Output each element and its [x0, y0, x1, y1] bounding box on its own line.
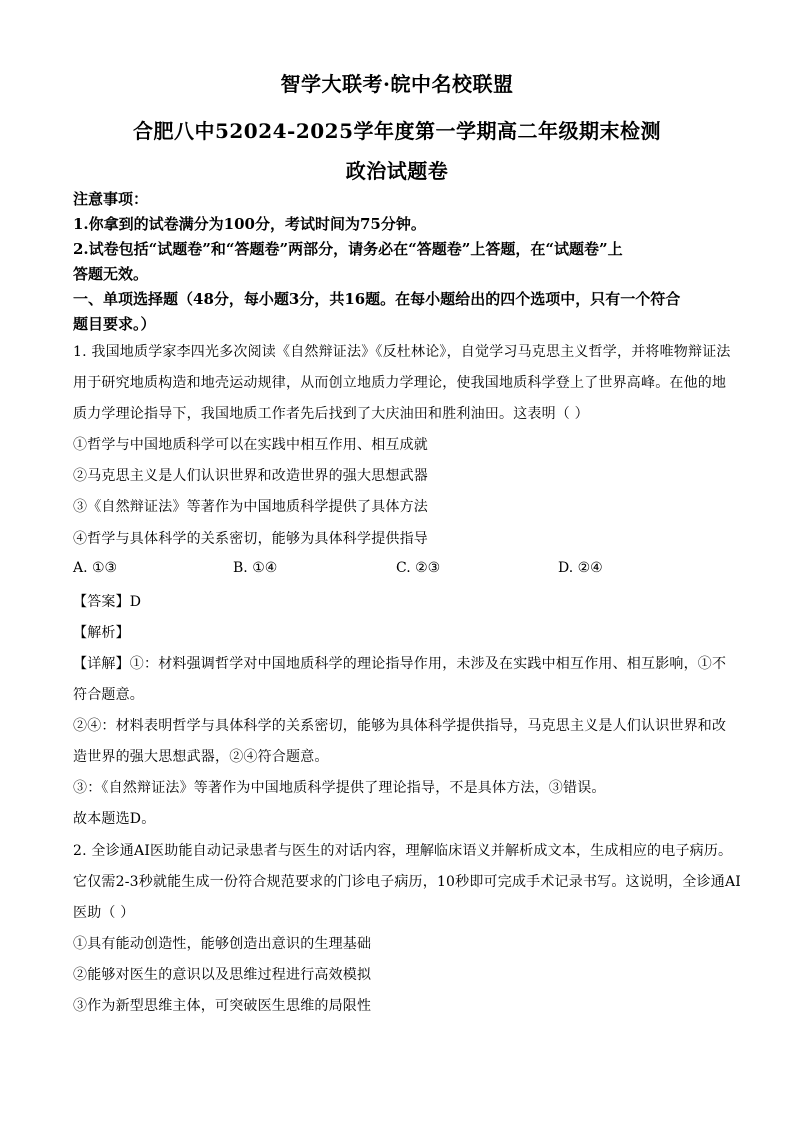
exam-title: 合肥八中52024-2025学年度第一学期高二年级期末检测	[132, 119, 662, 143]
q1-detail-line1: 【详解】①：材料强调哲学对中国地质科学的理论指导作用，未涉及在实践中相互作用、相互影响，①不	[73, 656, 727, 672]
q2-stem-line2: 它仅需2-3秒就能生成一份符合规范要求的门诊电子病历，10秒即可完成手术记录书写。这说明，全诊通AI	[73, 874, 741, 890]
q2-stem-line3: 医助（ ）	[73, 905, 135, 921]
q2-statement-1: ①具有能动创造性，能够创造出意识的生理基础	[73, 936, 372, 952]
q1-conclusion: 故本题选D。	[73, 811, 156, 827]
notice-heading: 注意事项：	[73, 190, 149, 208]
q1-stem-line2: 用于研究地质构造和地壳运动规律，从而创立地质力学理论，使我国地质科学登上了世界高峰。在他的地	[73, 375, 727, 391]
q1-detail-line4: 造世界的强大思想武器，②④符合题意。	[73, 749, 329, 765]
q1-statement-2: ②马克思主义是人们认识世界和改造世界的强大思想武器	[73, 468, 428, 484]
q1-stem-line3: 质力学理论指导下，我国地质工作者先后找到了大庆油田和胜利油田。这表明（ ）	[73, 406, 589, 422]
league-title: 智学大联考·皖中名校联盟	[280, 72, 514, 96]
q2-statement-2: ②能够对医生的意识以及思维过程进行高效模拟	[73, 967, 372, 983]
q1-detail-line5: ③：《自然辩证法》等著作为中国地质科学提供了理论指导，不是具体方法，③错误。	[73, 780, 606, 796]
q1-stem-line1: 1. 我国地质学家李四光多次阅读《自然辩证法》《反杜林论》，自觉学习马克思主义哲学，并将唯物辩证法	[73, 344, 731, 360]
q1-detail-line3: ②④：材料表明哲学与具体科学的关系密切，能够为具体科学提供指导，马克思主义是人们认识世界和改	[73, 718, 727, 734]
q1-statement-3: ③《自然辩证法》等著作为中国地质科学提供了具体方法	[73, 499, 428, 515]
q2-statement-3: ③作为新型思维主体，可突破医生思维的局限性	[73, 998, 372, 1014]
q2-stem-line1: 2. 全诊通AI医助能自动记录患者与医生的对话内容，理解临床语义并解析成文本，生成相应的电子病历。	[73, 843, 733, 859]
q1-answer: 【答案】D	[73, 594, 142, 610]
q1-detail-line2: 符合题意。	[73, 687, 144, 703]
q1-option-d: D. ②④	[558, 560, 603, 576]
section-heading: 一、单项选择题（48分，每小题3分，共16题。在每小题给出的四个选项中，只有一个符合	[73, 290, 681, 308]
q1-statement-1: ①哲学与中国地质科学可以在实践中相互作用、相互成就	[73, 437, 428, 453]
q1-statement-4: ④哲学与具体科学的关系密切，能够为具体科学提供指导	[73, 531, 428, 547]
paper-title: 政治试题卷	[345, 159, 449, 183]
section-heading-cont: 题目要求。）	[73, 315, 156, 333]
q1-analysis-label: 【解析】	[73, 625, 130, 641]
notice-item-2-cont: 答题无效。	[73, 265, 149, 283]
notice-item-1: 1.你拿到的试卷满分为100分，考试时间为75分钟。	[73, 215, 426, 233]
q1-option-b: B. ①④	[233, 560, 278, 576]
q1-option-a: A. ①③	[73, 560, 118, 576]
q1-option-c: C. ②③	[396, 560, 441, 576]
notice-item-2: 2.试卷包括“试题卷”和“答题卷”两部分，请务必在“答题卷”上答题，在“试题卷”上	[73, 240, 623, 258]
